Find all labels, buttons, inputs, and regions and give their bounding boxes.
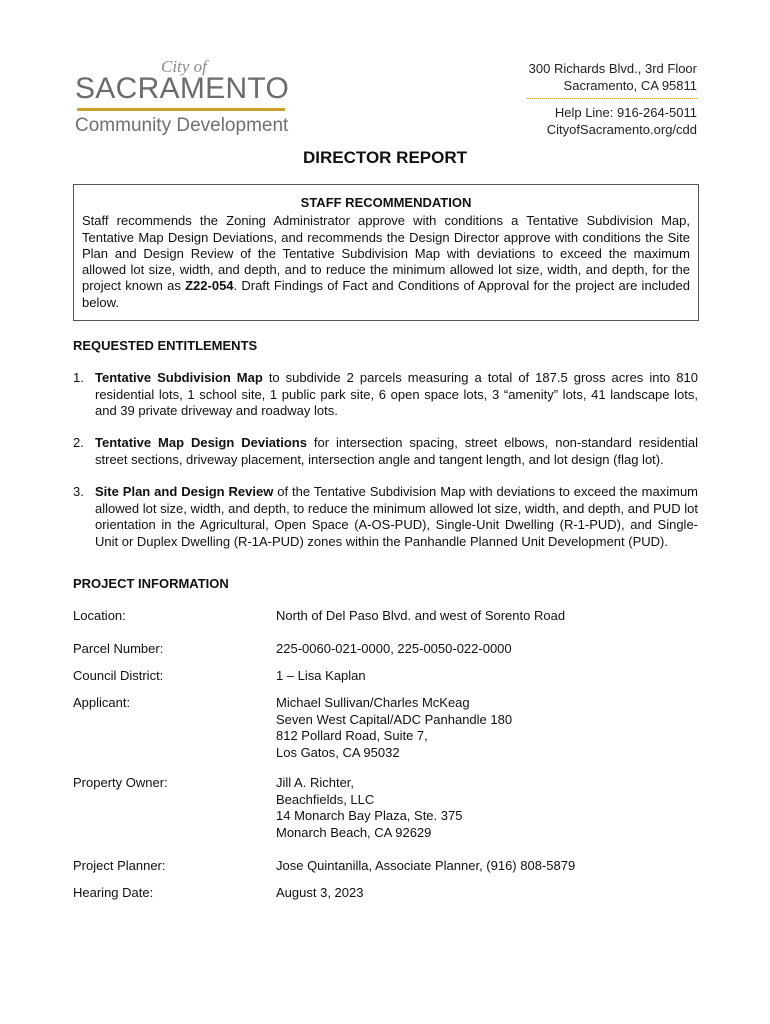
logo-city-of-text: City of — [161, 57, 207, 76]
entitlement-item — [73, 435, 698, 468]
page-title: DIRECTOR REPORT — [302, 148, 468, 167]
website-link[interactable]: CityofSacramento.org/cdd — [546, 122, 697, 137]
address-divider — [527, 98, 697, 99]
entitlement-title: Tentative Subdivision Map — [95, 370, 263, 385]
info-label: Parcel Number: — [73, 641, 164, 656]
recommendation-text-before: Staff recommends the Zoning Administrator approve with conditions a Tentative Subdivision Map, Tentative Map Design Deviations, and recommends the Design Director approve with conditions the Site Plan and Design Review of the Tentative Subdivision Map with deviations to exceed the maximum allowed lot size, width, and depth, and to reduce the minimum allowed lot size, width, and depth, for the project known as — [82, 213, 690, 294]
address-block — [527, 60, 697, 138]
logo-department-text: Community Development — [75, 115, 289, 136]
entitlement-item — [73, 484, 698, 550]
info-value: August 3, 2023 — [276, 885, 364, 900]
entitlement-item — [73, 370, 698, 420]
info-label: Council District: — [73, 668, 164, 683]
info-value: Michael Sullivan/Charles McKeag Seven West Capital/ADC Panhandle 180 812 Pollard Road, Suite 7, Los Gatos, CA 95032 — [276, 695, 513, 760]
info-value: 1 – Lisa Kaplan — [276, 668, 366, 683]
info-label: Property Owner: — [73, 775, 168, 790]
help-line: Help Line: 916-264-5011 — [554, 105, 697, 120]
info-value: Jose Quintanilla, Associate Planner, (916) 808-5879 — [276, 858, 576, 873]
info-label: Hearing Date: — [73, 885, 154, 900]
logo-gold-rule — [77, 108, 285, 111]
info-value: Jill A. Richter, Beachfields, LLC 14 Monarch Bay Plaza, Ste. 375 Monarch Beach, CA 92629 — [276, 775, 463, 840]
entitlement-title: Site Plan and Design Review — [95, 484, 274, 499]
info-label: Applicant: — [73, 695, 131, 710]
project-id: Z22-054 — [185, 278, 234, 294]
recommendation-text-after: . Draft Findings of Fact and Conditions of Approval for the project are included below. — [82, 278, 690, 310]
address-line-1: 300 Richards Blvd., 3rd Floor — [528, 61, 697, 76]
staff-recommendation-box — [73, 184, 699, 321]
info-label: Location: — [73, 608, 126, 623]
info-label: Project Planner: — [73, 858, 166, 873]
entitlement-text: to subdivide 2 parcels measuring a total of 187.5 gross acres into 810 residential lots, 1 school site, 1 public park site, 6 open space lots, 3 “amenity” lots, 41 landscape lots, and 39 private driveway and roadway lots. — [95, 370, 698, 418]
staff-recommendation-text — [82, 213, 690, 311]
entitlement-title: Tentative Map Design Deviations — [95, 435, 307, 450]
entitlement-number: 1. — [73, 370, 84, 385]
entitlement-number: 3. — [73, 484, 84, 499]
entitlement-text: for intersection spacing, street elbows, non-standard residential street sections, driveway placement, intersection angle and tangent length, and lot design (flag lot). — [95, 435, 699, 467]
staff-recommendation-heading: STAFF RECOMMENDATION — [300, 195, 472, 210]
info-value: 225-0060-021-0000, 225-0050-022-0000 — [276, 641, 512, 656]
requested-entitlements-heading: REQUESTED ENTITLEMENTS — [73, 338, 258, 353]
info-value: North of Del Paso Blvd. and west of Sorento Road — [276, 608, 566, 623]
entitlement-number: 2. — [73, 435, 84, 450]
logo-sacramento-text: SACRAMENTO — [75, 72, 290, 105]
project-information-heading: PROJECT INFORMATION — [73, 576, 229, 591]
entitlement-text: of the Tentative Subdivision Map with deviations to exceed the maximum allowed lot size, width, and depth, to reduce the minimum allowed lot size, width, and depth, and PUD lot orientation in the Agricultural, Open Space (A-OS-PUD), Single-Unit Dwelling (R-1-PUD), and Single-Unit or Duplex Dwelling (R-1A-PUD) zones within the Panhandle Planned Unit Development (PUD). — [95, 484, 699, 549]
address-line-2: Sacramento, CA 95811 — [563, 78, 697, 93]
